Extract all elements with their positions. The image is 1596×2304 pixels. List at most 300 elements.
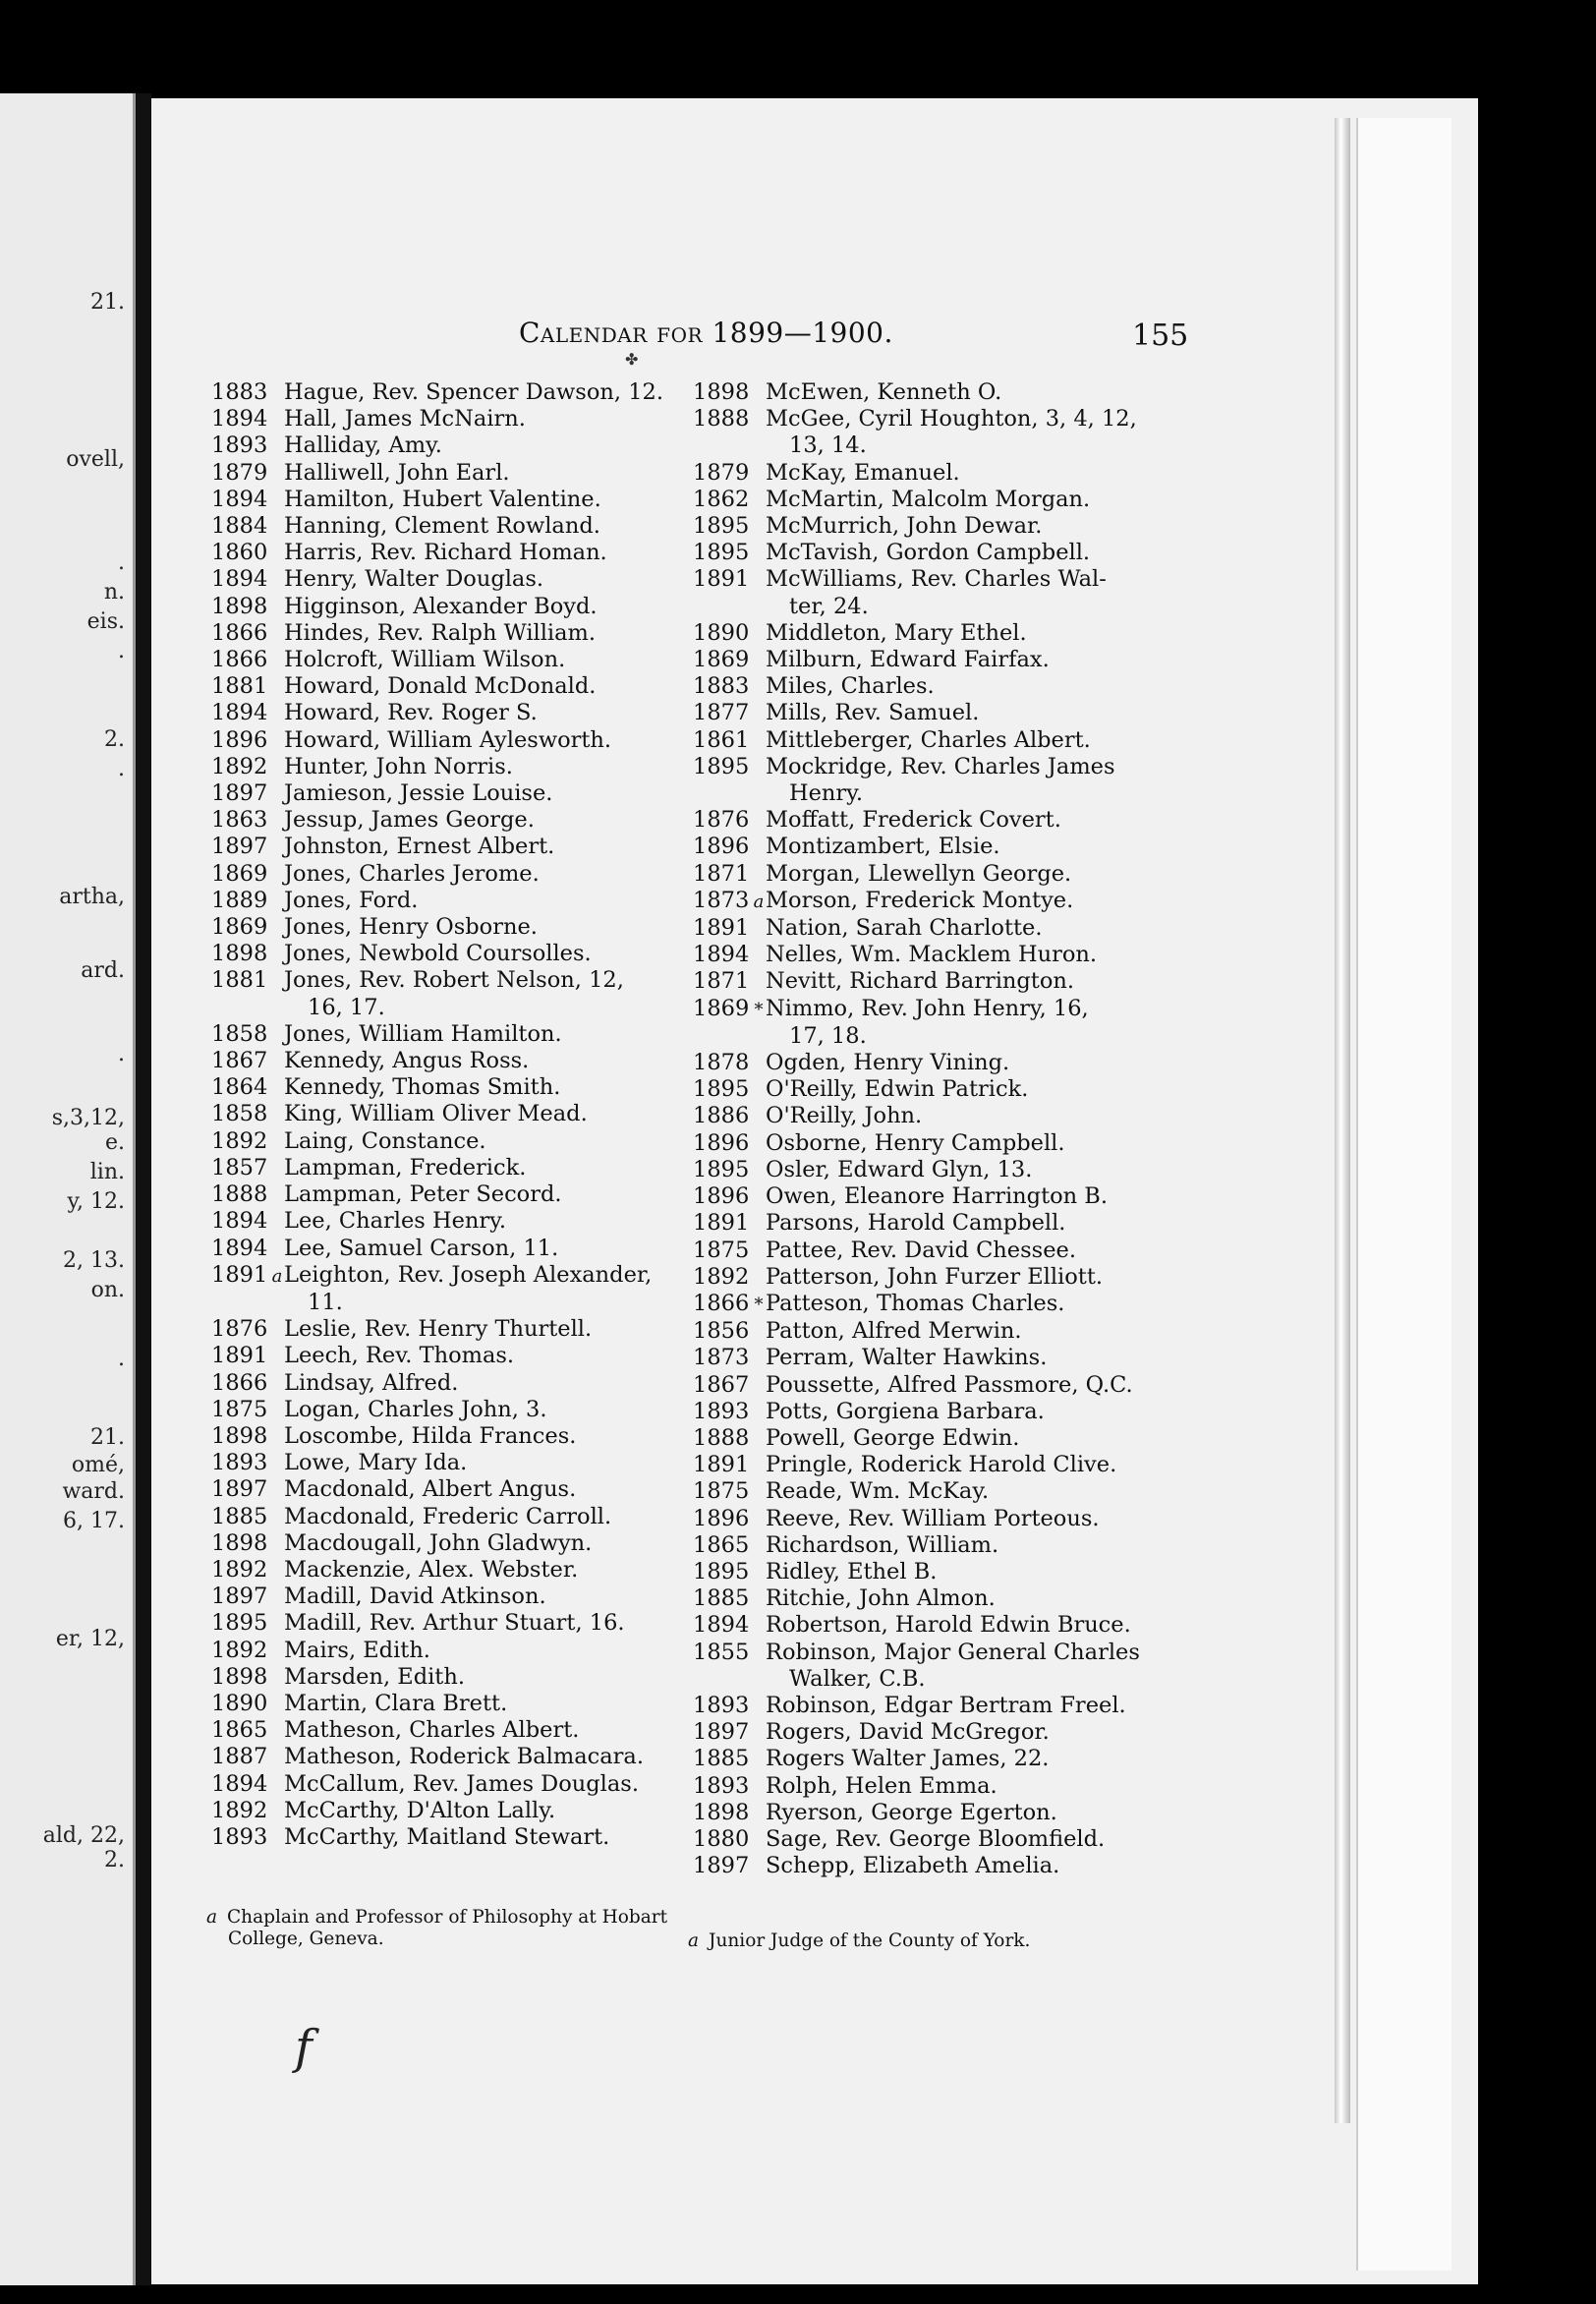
entry-year: 1887 — [211, 1744, 268, 1770]
entry-year: 1897 — [693, 1853, 750, 1879]
page-number: 155 — [1132, 318, 1189, 353]
entry-name: Poussette, Alfred Passmore, Q.C. — [766, 1371, 1133, 1398]
entry-name: Lee, Charles Henry. — [284, 1208, 507, 1235]
entry-year: 1893 — [211, 1823, 268, 1850]
page-header — [519, 317, 893, 349]
list-item — [211, 432, 663, 459]
list-item — [211, 1262, 663, 1316]
entry-name: Loscombe, Hilda Frances. — [284, 1422, 577, 1449]
entry-year: 1866 — [211, 647, 268, 673]
entry-name: Johnston, Ernest Albert. — [284, 834, 555, 860]
entry-name: Potts, Gorgiena Barbara. — [766, 1398, 1045, 1424]
entry-name: Leighton, Rev. Joseph Alexander, — [284, 1261, 653, 1288]
entry-year: 1891 — [211, 1261, 268, 1288]
list-item — [693, 1640, 1140, 1693]
list-item — [211, 1557, 663, 1584]
entry-name: Hague, Rev. Spencer Dawson, 12. — [284, 379, 663, 405]
entry-name: Kennedy, Thomas Smith. — [284, 1074, 561, 1101]
entry-name: McTavish, Gordon Campbell. — [766, 540, 1091, 566]
entry-year: 1898 — [211, 1529, 268, 1556]
list-item — [693, 1399, 1140, 1425]
entry-year: 1893 — [693, 1398, 750, 1424]
entry-year: 1892 — [211, 753, 268, 779]
footnote-text-cont: College, Geneva. — [228, 1929, 384, 1949]
entry-year: 1863 — [211, 807, 268, 834]
list-item — [211, 1423, 663, 1450]
list-item — [693, 1183, 1140, 1210]
entry-year: 1860 — [211, 540, 268, 566]
list-item — [211, 914, 663, 941]
entry-name: Miles, Charles. — [766, 673, 935, 700]
list-item — [211, 1798, 663, 1824]
entry-name: Patterson, John Furzer Elliott. — [766, 1263, 1104, 1290]
entry-name: Matheson, Charles Albert. — [284, 1717, 580, 1744]
entry-name: McMartin, Malcolm Morgan. — [766, 486, 1091, 512]
entry-name: Ogden, Henry Vining. — [766, 1050, 1010, 1076]
entry-name: Halliwell, John Earl. — [284, 459, 510, 486]
list-item — [211, 1181, 663, 1208]
left-page-text: lin. — [89, 1160, 125, 1184]
list-item — [693, 807, 1140, 834]
list-item — [211, 1584, 663, 1610]
list-item — [211, 807, 663, 834]
list-item — [211, 1450, 663, 1476]
left-page-fragment — [0, 93, 136, 2285]
list-item — [211, 673, 663, 700]
entry-name: O'Reilly, Edwin Patrick. — [766, 1076, 1029, 1103]
left-page-text: . — [118, 1347, 125, 1371]
entry-name: Morson, Frederick Montye. — [766, 887, 1074, 913]
entry-year: 1869 — [211, 914, 268, 941]
list-item — [693, 1345, 1140, 1371]
page-edge-shadow — [1335, 118, 1350, 2123]
left-page-text: artha, — [59, 885, 125, 909]
list-item — [211, 647, 663, 673]
entry-name: McCarthy, D'Alton Lally. — [284, 1797, 556, 1823]
entry-year: 1891 — [693, 566, 750, 593]
entry-year: 1883 — [693, 673, 750, 700]
entry-year: 1894 — [693, 1612, 750, 1639]
list-item — [211, 566, 663, 593]
entry-year: 1893 — [693, 1692, 750, 1718]
entry-continuation: ter, 24. — [789, 593, 869, 619]
list-item — [693, 754, 1140, 807]
entry-name: Macdonald, Albert Angus. — [284, 1476, 577, 1503]
list-item — [693, 1532, 1140, 1559]
entry-mark: * — [754, 999, 764, 1020]
entry-mark: a — [753, 891, 765, 912]
list-item — [211, 1155, 663, 1181]
entry-year: 1895 — [211, 1610, 268, 1637]
entry-year: 1896 — [693, 1505, 750, 1531]
list-item — [693, 861, 1140, 888]
left-page-text: ovell, — [66, 447, 125, 472]
entry-name: Leslie, Rev. Henry Thurtell. — [284, 1316, 593, 1343]
list-item — [693, 1103, 1140, 1129]
list-item — [693, 1157, 1140, 1183]
list-item — [693, 1826, 1140, 1853]
list-item — [693, 1719, 1140, 1746]
entry-year: 1896 — [211, 726, 268, 753]
entry-name: Lampman, Frederick. — [284, 1154, 527, 1181]
list-item — [693, 647, 1140, 673]
entry-year: 1855 — [693, 1639, 750, 1665]
footnote-left — [206, 1907, 667, 1950]
list-item — [211, 941, 663, 967]
list-item — [211, 754, 663, 780]
entry-year: 1898 — [211, 1663, 268, 1690]
entry-name: Nelles, Wm. Macklem Huron. — [766, 942, 1098, 968]
left-page-text: 21. — [90, 1425, 125, 1450]
list-item — [693, 1372, 1140, 1399]
left-page-text: 2, 13. — [63, 1248, 125, 1273]
list-item — [211, 406, 663, 432]
list-item — [211, 727, 663, 754]
entry-year: 1858 — [211, 1101, 268, 1127]
entry-year: 1893 — [211, 1450, 268, 1476]
list-item — [211, 1236, 663, 1262]
entry-year: 1869 — [693, 995, 750, 1021]
entry-name: Lindsay, Alfred. — [284, 1369, 459, 1396]
list-item — [211, 1530, 663, 1557]
footnote-symbol: a — [688, 1930, 700, 1951]
list-item — [693, 1478, 1140, 1505]
entry-name: Macdonald, Frederic Carroll. — [284, 1503, 612, 1529]
entry-name: Jones, Newbold Coursolles. — [284, 941, 592, 967]
entry-year: 1892 — [211, 1556, 268, 1583]
entry-year: 1894 — [211, 1770, 268, 1797]
entry-year: 1880 — [693, 1825, 750, 1852]
entry-year: 1877 — [693, 700, 750, 726]
entry-year: 1876 — [693, 807, 750, 834]
entry-year: 1888 — [211, 1181, 268, 1208]
entry-name: Hindes, Rev. Ralph William. — [284, 619, 597, 646]
entry-name: King, William Oliver Mead. — [284, 1101, 588, 1127]
entry-year: 1898 — [211, 1422, 268, 1449]
entry-name: Reade, Wm. McKay. — [766, 1478, 990, 1505]
left-page-text: eis. — [86, 609, 125, 634]
entry-name: Marsden, Edith. — [284, 1663, 465, 1690]
entry-mark: * — [754, 1294, 764, 1315]
list-item — [693, 888, 1140, 915]
list-item — [693, 1612, 1140, 1639]
entry-name: Martin, Clara Brett. — [284, 1690, 508, 1716]
list-item — [211, 1691, 663, 1717]
entry-year: 1856 — [693, 1318, 750, 1345]
entry-year: 1862 — [693, 486, 750, 512]
page-edge — [1356, 118, 1452, 2271]
entry-continuation: 17, 18. — [789, 1022, 867, 1049]
entry-year: 1867 — [693, 1371, 750, 1398]
entry-year: 1878 — [693, 1050, 750, 1076]
entry-continuation: 11. — [308, 1289, 343, 1315]
left-page-text: s,3,12, — [51, 1106, 125, 1130]
entry-year: 1865 — [211, 1717, 268, 1744]
entry-name: Nimmo, Rev. John Henry, 16, — [766, 995, 1089, 1021]
entry-name: McEwen, Kenneth O. — [766, 379, 1002, 405]
entry-year: 1894 — [211, 700, 268, 726]
list-item — [693, 1800, 1140, 1826]
left-page-text: 6, 17. — [63, 1509, 125, 1533]
list-item — [693, 1506, 1140, 1532]
ornament-icon: ✤ — [625, 350, 639, 369]
list-item — [211, 1370, 663, 1397]
left-page-text: on. — [90, 1278, 125, 1302]
header-years: 1899—1900. — [712, 317, 893, 349]
entry-name: McCallum, Rev. James Douglas. — [284, 1770, 639, 1797]
entry-name: Ritchie, John Almon. — [766, 1585, 996, 1612]
list-item — [211, 1771, 663, 1798]
entry-name: Hanning, Clement Rowland. — [284, 513, 600, 540]
entry-year: 1873 — [693, 1345, 750, 1371]
entry-name: Matheson, Roderick Balmacara. — [284, 1744, 644, 1770]
entry-name: O'Reilly, John. — [766, 1103, 923, 1129]
entry-year: 1892 — [211, 1637, 268, 1663]
left-page-text: . — [118, 550, 125, 575]
footnote-text: Junior Judge of the County of York. — [709, 1930, 1031, 1951]
entry-year: 1884 — [211, 513, 268, 540]
entry-year: 1895 — [693, 1076, 750, 1103]
left-page-text: 21. — [90, 290, 125, 315]
entry-name: Montizambert, Elsie. — [766, 834, 1000, 860]
entry-year: 1881 — [211, 673, 268, 700]
entry-year: 1894 — [211, 406, 268, 432]
entry-name: Hall, James McNairn. — [284, 406, 526, 432]
entry-name: Madill, David Atkinson. — [284, 1584, 546, 1610]
list-item — [211, 1610, 663, 1637]
footnote-right — [688, 1930, 1030, 1952]
entry-name: Howard, Donald McDonald. — [284, 673, 597, 700]
list-item — [211, 861, 663, 888]
entry-name: Ridley, Ethel B. — [766, 1558, 938, 1584]
entry-name: Parsons, Harold Campbell. — [766, 1210, 1066, 1237]
left-column — [211, 379, 663, 1851]
entry-continuation: Walker, C.B. — [789, 1665, 926, 1692]
list-item — [693, 1693, 1140, 1719]
entry-year: 1894 — [211, 486, 268, 512]
list-item — [211, 1128, 663, 1155]
entry-year: 1894 — [211, 1208, 268, 1235]
entry-year: 1898 — [211, 593, 268, 619]
entry-year: 1890 — [693, 619, 750, 646]
entry-name: Middleton, Mary Ethel. — [766, 619, 1027, 646]
entry-name: Moffatt, Frederick Covert. — [766, 807, 1061, 834]
entry-year: 1897 — [211, 780, 268, 807]
footnote-symbol: a — [206, 1907, 218, 1928]
list-item — [211, 1824, 663, 1851]
list-item — [211, 888, 663, 914]
list-item — [211, 1074, 663, 1101]
entry-name: Madill, Rev. Arthur Stuart, 16. — [284, 1610, 625, 1637]
book-gutter — [136, 93, 151, 2285]
entry-year: 1889 — [211, 887, 268, 913]
entry-name: Howard, Rev. Roger S. — [284, 700, 538, 726]
left-page-text: e. — [104, 1130, 125, 1155]
entry-continuation: 13, 14. — [789, 432, 867, 459]
list-item — [211, 1048, 663, 1074]
entry-year: 1892 — [693, 1263, 750, 1290]
list-item — [211, 1343, 663, 1369]
entry-year: 1869 — [211, 860, 268, 887]
entry-name: Hamilton, Hubert Valentine. — [284, 486, 601, 512]
entry-name: Jones, Henry Osborne. — [284, 914, 538, 941]
entry-name: Rogers, David McGregor. — [766, 1719, 1050, 1746]
left-page-text: 2. — [104, 1848, 125, 1872]
list-item — [211, 1476, 663, 1503]
list-item — [693, 1238, 1140, 1264]
entry-year: 1875 — [211, 1396, 268, 1422]
entry-name: Osborne, Henry Campbell. — [766, 1129, 1065, 1156]
left-page-text: 2. — [104, 727, 125, 752]
entry-name: Kennedy, Angus Ross. — [284, 1048, 530, 1074]
list-item — [693, 379, 1140, 406]
entry-year: 1891 — [211, 1343, 268, 1369]
list-item — [211, 1717, 663, 1744]
entry-name: Mackenzie, Alex. Webster. — [284, 1556, 579, 1583]
entry-year: 1895 — [693, 1558, 750, 1584]
list-item — [693, 540, 1140, 566]
list-item — [211, 487, 663, 513]
list-item — [211, 1664, 663, 1691]
entry-year: 1888 — [693, 1424, 750, 1451]
entry-year: 1896 — [693, 1129, 750, 1156]
entry-name: Morgan, Llewellyn George. — [766, 860, 1072, 887]
entry-year: 1897 — [211, 834, 268, 860]
list-item — [693, 1318, 1140, 1345]
entry-name: Howard, William Aylesworth. — [284, 726, 612, 753]
list-item — [693, 673, 1140, 700]
entry-year: 1866 — [211, 1369, 268, 1396]
stray-mark: f — [295, 2020, 313, 2075]
entry-year: 1875 — [693, 1478, 750, 1505]
list-item — [693, 487, 1140, 513]
entry-name: Higginson, Alexander Boyd. — [284, 593, 598, 619]
list-item — [693, 834, 1140, 860]
list-item — [693, 996, 1140, 1050]
entry-year: 1885 — [693, 1746, 750, 1772]
entry-name: Owen, Eleanore Harrington B. — [766, 1183, 1108, 1210]
entry-name: Leech, Rev. Thomas. — [284, 1343, 515, 1369]
entry-year: 1857 — [211, 1154, 268, 1181]
entry-year: 1875 — [693, 1237, 750, 1263]
entry-year: 1897 — [211, 1584, 268, 1610]
list-item — [693, 1076, 1140, 1103]
entry-name: Holcroft, William Wilson. — [284, 647, 566, 673]
left-page-text: omé, — [71, 1453, 125, 1477]
list-item — [693, 700, 1140, 726]
entry-name: McMurrich, John Dewar. — [766, 513, 1043, 540]
list-item — [693, 1559, 1140, 1585]
entry-name: Perram, Walter Hawkins. — [766, 1345, 1048, 1371]
list-item — [211, 379, 663, 406]
list-item — [211, 1021, 663, 1048]
entry-name: Laing, Constance. — [284, 1127, 486, 1154]
entry-name: Milburn, Edward Fairfax. — [766, 647, 1050, 673]
entry-year: 1867 — [211, 1048, 268, 1074]
list-item — [211, 967, 663, 1020]
left-page-text: ard. — [81, 958, 125, 983]
entry-name: Pattee, Rev. David Chessee. — [766, 1237, 1076, 1263]
list-item — [693, 620, 1140, 647]
entry-name: Jones, William Hamilton. — [284, 1020, 562, 1047]
entry-year: 1895 — [693, 513, 750, 540]
entry-year: 1886 — [693, 1103, 750, 1129]
entry-name: Reeve, Rev. William Porteous. — [766, 1505, 1100, 1531]
entry-name: Nevitt, Richard Barrington. — [766, 968, 1075, 995]
left-page-text: er, 12, — [55, 1627, 125, 1651]
entry-year: 1864 — [211, 1074, 268, 1101]
list-item — [693, 460, 1140, 487]
entry-name: Ryerson, George Egerton. — [766, 1799, 1057, 1825]
entry-name: Robinson, Major General Charles — [766, 1639, 1140, 1665]
entry-name: McWilliams, Rev. Charles Wal- — [766, 566, 1107, 593]
entry-year: 1898 — [211, 941, 268, 967]
entry-year: 1898 — [693, 1799, 750, 1825]
header-title: Calendar for — [519, 317, 704, 349]
list-item — [211, 1101, 663, 1127]
entry-year: 1892 — [211, 1797, 268, 1823]
entry-year: 1879 — [693, 459, 750, 486]
right-column — [693, 379, 1140, 1879]
entry-name: Mockridge, Rev. Charles James — [766, 753, 1115, 779]
list-item — [693, 1773, 1140, 1800]
entry-name: Mills, Rev. Samuel. — [766, 700, 980, 726]
entry-year: 1885 — [211, 1503, 268, 1529]
entry-year: 1873 — [693, 887, 750, 913]
entry-name: Lee, Samuel Carson, 11. — [284, 1235, 559, 1261]
entry-year: 1888 — [693, 406, 750, 432]
entry-year: 1894 — [211, 1235, 268, 1261]
list-item — [693, 1050, 1140, 1076]
entry-name: Jones, Ford. — [284, 887, 419, 913]
list-item — [211, 1316, 663, 1343]
entry-year: 1883 — [211, 379, 268, 405]
entry-name: Powell, George Edwin. — [766, 1424, 1020, 1451]
entry-name: Rogers Walter James, 22. — [766, 1746, 1050, 1772]
entry-year: 1896 — [693, 1183, 750, 1210]
list-item — [693, 968, 1140, 995]
left-page-text: . — [118, 639, 125, 663]
entry-name: Harris, Rev. Richard Homan. — [284, 540, 607, 566]
entry-year: 1881 — [211, 967, 268, 994]
list-item — [211, 1504, 663, 1530]
entry-year: 1865 — [693, 1531, 750, 1558]
entry-name: Robinson, Edgar Bertram Freel. — [766, 1692, 1126, 1718]
entry-mark: a — [271, 1265, 283, 1287]
entry-name: Lampman, Peter Secord. — [284, 1181, 562, 1208]
entry-year: 1898 — [693, 379, 750, 405]
list-item — [693, 1853, 1140, 1879]
list-item — [211, 620, 663, 647]
list-item — [211, 1638, 663, 1664]
entry-name: Henry, Walter Douglas. — [284, 566, 544, 593]
entry-name: McGee, Cyril Houghton, 3, 4, 12, — [766, 406, 1137, 432]
entry-name: Richardson, William. — [766, 1531, 999, 1558]
list-item — [211, 1208, 663, 1235]
list-item — [693, 1746, 1140, 1772]
entry-year: 1891 — [693, 1210, 750, 1237]
entry-year: 1858 — [211, 1020, 268, 1047]
entry-year: 1894 — [211, 566, 268, 593]
entry-name: Jones, Rev. Robert Nelson, 12, — [284, 967, 624, 994]
entry-continuation: 16, 17. — [308, 994, 385, 1020]
entry-name: Rolph, Helen Emma. — [766, 1772, 998, 1799]
entry-name: McKay, Emanuel. — [766, 459, 960, 486]
entry-year: 1876 — [211, 1316, 268, 1343]
entry-year: 1893 — [693, 1772, 750, 1799]
list-item — [211, 594, 663, 620]
entry-year: 1891 — [693, 1452, 750, 1478]
